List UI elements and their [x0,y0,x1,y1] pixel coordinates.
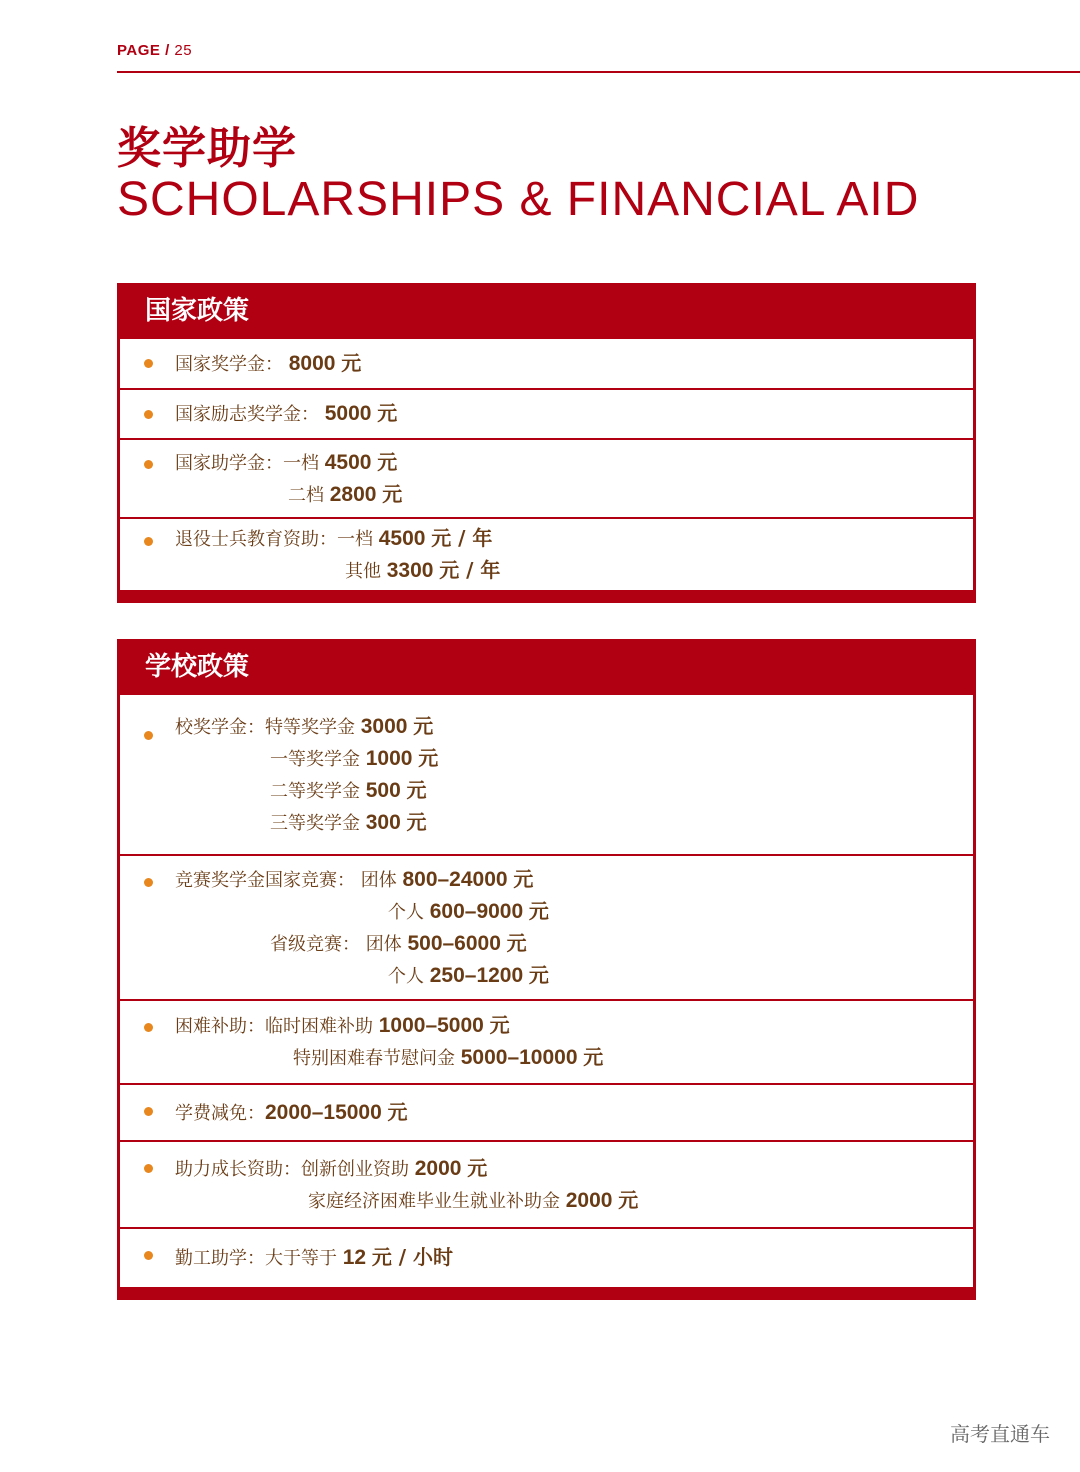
item-line [175,928,973,960]
item-category: 国家竞赛： [265,869,355,891]
item-unit: 元 / 小时 [371,1245,454,1269]
item-line [175,1010,973,1042]
header-rule [117,71,1080,73]
bullet-icon [144,878,153,887]
item-unit: 元 [489,1013,510,1037]
list-item [120,1142,973,1227]
item-unit: 元 [528,962,549,987]
item-amount: 2000 [565,1188,613,1212]
item-line [175,1185,973,1217]
item-label: 困难补助： [175,1016,265,1037]
national-policy-list [120,339,973,590]
item-label: 校奖学金： [175,716,265,738]
item-unit: 元 [513,866,534,891]
item-unit: 元 [528,898,549,923]
list-item [120,856,973,999]
bullet-icon [144,1107,153,1116]
item-tier: 二等奖学金 [270,780,360,802]
bullet-icon [144,731,153,740]
item-tier: 一档 [283,452,319,474]
item-tier: 一等奖学金 [270,748,360,770]
item-amount: 3000 [360,714,408,738]
item-amount: 600–9000 [429,899,524,923]
item-amount: 12 [342,1246,367,1269]
item-amount: 2000–15000 [265,1100,382,1124]
item-tier: 一档 [337,528,373,550]
item-amount: 2000 [414,1156,462,1180]
item-line [175,775,973,807]
item-line [175,479,973,511]
item-line [175,1042,973,1074]
item-tier: 其他 [345,560,381,582]
item-line [175,743,973,775]
item-amount: 8000 [288,351,336,375]
item-amount: 500–6000 [407,931,501,955]
school-policy-section [117,639,976,1300]
item-tier: 创新创业资助 [301,1158,409,1180]
item-line [175,960,973,992]
list-item [120,1229,973,1287]
bullet-icon [144,1164,153,1173]
list-item [120,1085,973,1140]
item-unit: 元 [377,401,398,425]
item-unit: 元 [387,1099,408,1124]
national-policy-heading: 国家政策 [145,296,250,326]
item-category: 省级竞赛： [270,933,360,955]
item-line [175,711,973,743]
list-item [120,695,973,854]
page-separator: / [165,42,170,59]
bullet-icon [144,1251,153,1260]
item-unit: 元 [506,930,527,955]
list-item [120,440,973,517]
item-amount: 5000 [324,402,372,425]
item-amount: 5000–10000 [460,1046,578,1069]
item-tier: 特别困难春节慰问金 [293,1048,455,1069]
item-amount: 4500 [324,450,372,474]
item-line [175,807,973,839]
list-item [120,519,973,590]
item-line [175,896,973,928]
item-unit: 元 [583,1045,604,1069]
item-line [175,1153,973,1185]
item-line [175,447,973,479]
page-title-chinese: 奖学助学 [117,123,297,174]
watermark: 高考直通车 [950,1422,1050,1446]
item-amount: 800–24000 [402,867,508,891]
page-label: PAGE [117,42,161,59]
item-amount: 4500 [378,526,426,550]
item-amount: 2800 [329,482,377,506]
item-unit: 元 / 年 [431,525,493,550]
page-number [117,42,192,59]
item-label: 国家励志奖学金： [175,404,319,425]
bullet-icon [144,460,153,469]
page-number-value: 25 [174,42,193,59]
item-label: 国家助学金： [175,452,283,474]
school-policy-heading: 学校政策 [145,652,250,682]
item-line [175,864,973,896]
item-line [175,555,973,587]
item-unit: 元 [341,350,362,375]
list-item [120,1001,973,1083]
item-unit: 元 [382,481,403,506]
item-label: 国家奖学金： [175,353,283,375]
item-tier: 二档 [288,484,324,506]
item-line [175,523,973,555]
national-policy-section [117,283,976,603]
item-label: 学费减免： [175,1102,265,1124]
item-tier: 团体 [360,869,397,891]
item-line [175,1242,973,1274]
item-line [175,1097,973,1129]
bullet-icon [144,537,153,546]
item-tier: 大于等于 [265,1248,337,1269]
item-unit: 元 [413,713,434,738]
item-amount: 1000–5000 [378,1014,484,1037]
bullet-icon [144,1023,153,1032]
item-unit: 元 [406,777,427,802]
item-unit: 元 [406,809,427,834]
list-item [120,390,973,438]
item-tier: 三等奖学金 [270,812,360,834]
list-item [120,339,973,388]
item-tier: 特等奖学金 [265,716,355,738]
item-unit: 元 [377,449,398,474]
item-unit: 元 [418,745,439,770]
item-amount: 1000 [365,746,413,770]
item-amount: 300 [365,810,401,834]
item-label: 助力成长资助： [175,1158,301,1180]
item-tier: 临时困难补助 [265,1016,373,1037]
item-tier: 个人 [388,901,424,923]
item-amount: 250–1200 [429,963,524,987]
item-tier: 团体 [365,933,402,955]
item-tier: 家庭经济困难毕业生就业补助金 [308,1190,560,1212]
item-line [175,348,973,380]
item-label: 勤工助学： [175,1248,265,1269]
school-policy-list [120,695,973,1287]
page-title-english: SCHOLARSHIPS & FINANCIAL AID [117,173,920,226]
item-label: 竞赛奖学金 [175,869,265,891]
item-label: 退役士兵教育资助： [175,528,337,550]
item-tier: 个人 [388,965,424,987]
bullet-icon [144,359,153,368]
item-amount: 3300 [386,558,434,582]
item-line [175,398,973,430]
item-unit: 元 [618,1187,639,1212]
bullet-icon [144,410,153,419]
item-amount: 500 [365,778,401,802]
item-unit: 元 [467,1155,488,1180]
item-unit: 元 / 年 [439,557,501,582]
